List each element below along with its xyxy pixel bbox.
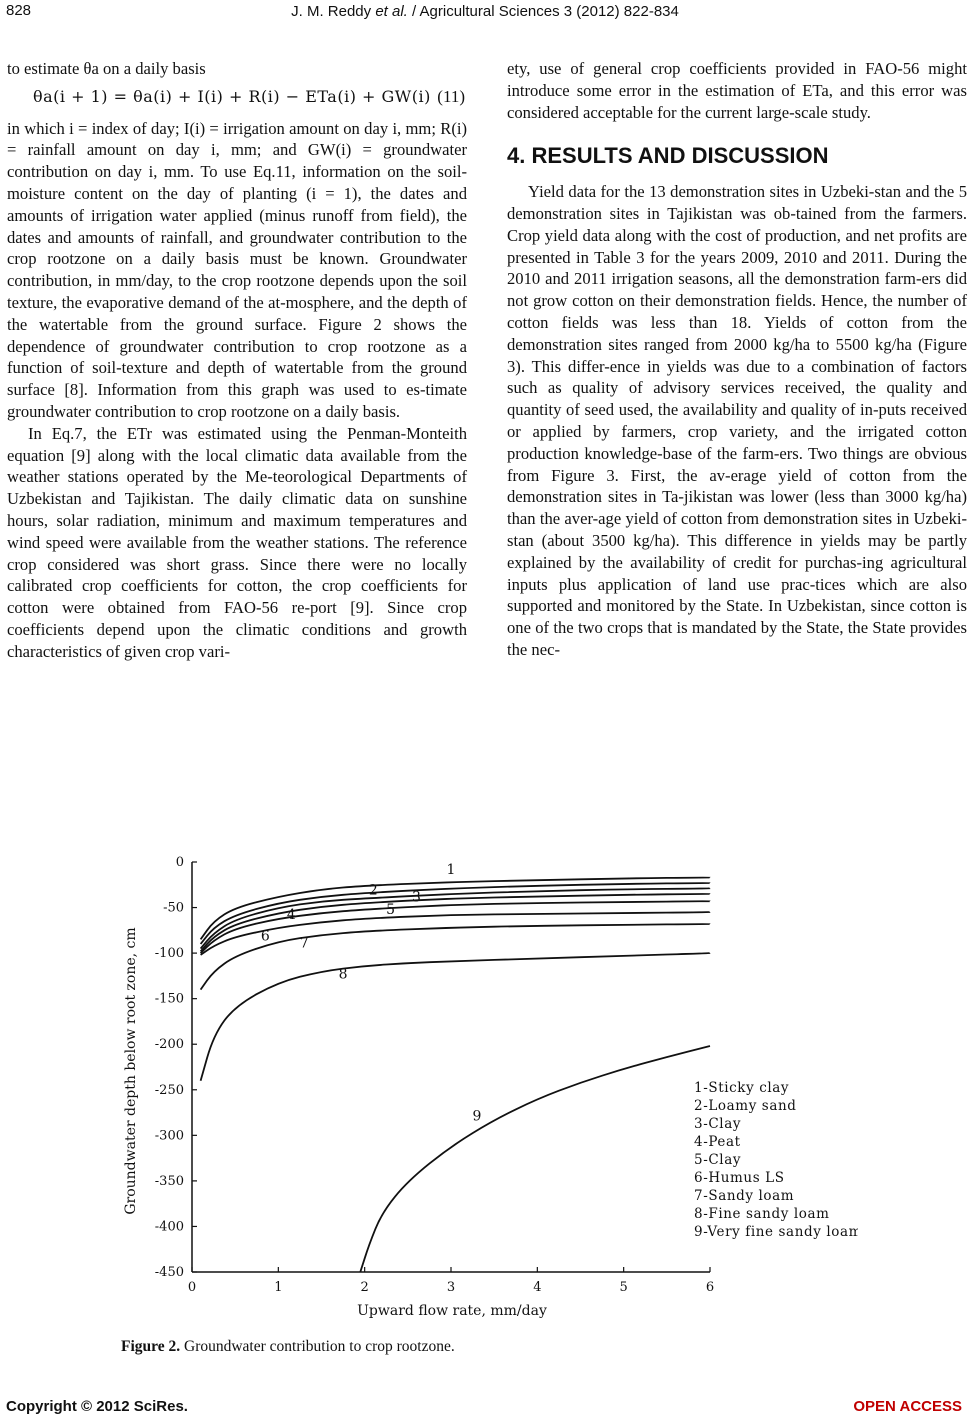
- y-tick-label: -450: [154, 1265, 184, 1280]
- legend-entry: 2-Loamy sand: [694, 1098, 797, 1114]
- curve-label-5: 5: [386, 902, 396, 919]
- curve-label-1: 1: [446, 862, 456, 879]
- x-axis-label: Upward flow rate, mm/day: [357, 1303, 547, 1319]
- y-tick-label: -200: [154, 1037, 184, 1053]
- curve-7: [201, 924, 710, 990]
- figure-caption: [121, 1338, 455, 1356]
- left-paragraph-1: in which i = index of day; I(i) = irrigation amount on day i, mm; R(i) = rainfall amount on day i, mm; and GW(i) = groundwater contribution on day i, mm. To use Eq.11, information on the soil-moisture content on the day of planting (i = 1), the dates and amounts of irrigation water applied (minus runoff from field), the dates and amounts of rainfall, and groundwater contribution to the crop rootzone on a daily basis must be known. Groundwater contribution, in mm/day, to the crop rootzone depends upon the soil texture, the evaporative demand of the at-mosphere, and the depth of the watertable from the ground surface. Figure 2 shows the dependence of groundwater contribution to crop rootzone as a function of soil-texture and depth of watertable from the ground surface [8]. Information from this graph was used to es-timate groundwater contribution to crop rootzone on a daily basis.: [7, 118, 467, 421]
- y-axis-label: Groundwater depth below root zone, cm: [123, 927, 139, 1215]
- legend-entry: 9-Very fine sandy loam: [694, 1224, 858, 1240]
- left-column: [7, 58, 467, 663]
- legend-entry: 7-Sandy loam: [694, 1188, 795, 1204]
- header-journal: / Agricultural Sciences 3 (2012) 822-834: [412, 3, 679, 20]
- x-tick-label: 2: [360, 1280, 369, 1295]
- equation-body: θa(i + 1) = θa(i) + I(i) + R(i) − ETa(i) + GW(i): [33, 86, 431, 106]
- page-number: 828: [6, 2, 32, 19]
- groundwater-chart: [118, 852, 858, 1324]
- equation-number: (11): [437, 86, 465, 106]
- legend-entry: 1-Sticky clay: [694, 1080, 790, 1096]
- curve-label-6: 6: [260, 928, 270, 945]
- legend-entry: 6-Humus LS: [694, 1170, 785, 1186]
- x-tick-label: 5: [619, 1280, 628, 1295]
- x-tick-label: 1: [274, 1280, 283, 1295]
- header-et-al: et al.: [375, 3, 408, 20]
- curve-8: [201, 953, 710, 1081]
- curve-label-2: 2: [368, 882, 378, 899]
- x-tick-label: 0: [187, 1280, 197, 1295]
- curve-9: [360, 1046, 710, 1272]
- curve-label-9: 9: [472, 1108, 482, 1125]
- x-tick-label: 4: [533, 1280, 542, 1295]
- legend-entry: 8-Fine sandy loam: [694, 1206, 830, 1222]
- figure-2: [118, 852, 858, 1324]
- equation-intro: to estimate θa on a daily basis: [7, 59, 206, 78]
- legend-entry: 3-Clay: [694, 1116, 742, 1132]
- right-column: [507, 58, 967, 661]
- y-tick-label: -150: [154, 991, 184, 1007]
- y-tick-label: -100: [154, 946, 184, 962]
- running-header: [0, 3, 970, 20]
- y-tick-label: -50: [163, 900, 184, 916]
- legend-entry: 4-Peat: [694, 1134, 741, 1150]
- footer-copyright: Copyright © 2012 SciRes.: [6, 1398, 188, 1415]
- section-heading: 4. RESULTS AND DISCUSSION: [507, 143, 829, 169]
- equation-11: [7, 82, 467, 112]
- y-tick-label: -250: [154, 1082, 184, 1098]
- right-paragraph-2: Yield data for the 13 demonstration sites in Uzbeki-stan and the 5 demonstration sites in Tajikistan was ob-tained from the farmers. Crop yield data along with the cost of production, and net profits are presented in Table 3 for the years 2009, 2010 and 2011. During the 2010 and 2011 irrigation seasons, all the demonstration farm-ers did not grow cotton on their demonstration fields. Hence, the number of cotton fields was less than 18. Yields of cotton from the demonstration sites ranged from 2000 kg/ha to 5500 kg/ha (Figure 3). This differ-ence in yields was due to a combination of factors such as quality of advisory services received, the quality and quantity of seed used, the availability and quality of in-puts received or applied by farmers, crop variety, and the irrigated cotton production knowledge-base of the farm-ers. Two things are obvious from Figure 3. First, the av-erage yield of cotton from the demonstration sites in Ta-jikistan was lower (less than 3000 kg/ha) than the aver-age yield of cotton from demonstration sites in Uzbeki-stan (about 3500 kg/ha). This difference in yields may be partly explained by the availability of credit for purchas-ing agricultural inputs plus application of land use prac-tices which are also supported and monitored by the State. In Uzbekistan, since cotton is one of the two crops that is mandated by the State, the State provides the nec-: [507, 182, 967, 659]
- y-tick-label: 0: [175, 855, 184, 870]
- header-authors: J. M. Reddy: [291, 3, 372, 20]
- legend-entry: 5-Clay: [694, 1152, 742, 1168]
- curve-label-3: 3: [412, 889, 421, 906]
- curve-label-4: 4: [286, 907, 296, 924]
- y-tick-label: -400: [154, 1219, 184, 1235]
- y-tick-label: -300: [154, 1128, 184, 1144]
- curve-label-7: 7: [299, 935, 309, 952]
- x-tick-label: 3: [446, 1280, 456, 1295]
- curve-label-8: 8: [338, 966, 348, 983]
- y-tick-label: -350: [154, 1173, 184, 1189]
- x-tick-label: 6: [705, 1280, 715, 1295]
- figure-caption-text: Groundwater contribution to crop rootzone.: [180, 1338, 455, 1355]
- figure-caption-label: Figure 2.: [121, 1338, 181, 1355]
- left-paragraph-2: In Eq.7, the ETr was estimated using the Penman-Monteith equation [9] along with the local climatic data available from the weather stations operated by the Me-teorological Departments of Uzbekistan and Tajikistan. The daily climatic data on sunshine hours, solar radiation, minimum and maximum temperatures and wind speed were available from the weather stations. The reference crop considered was short grass. Since there were no locally calibrated crop coefficients for cotton, the crop coefficients for cotton were obtained from FAO-56 re-port [9]. Since crop coefficients depend upon the climatic conditions and growth characteristics of given crop vari-: [7, 423, 467, 661]
- right-paragraph-1: ety, use of general crop coefficients provided in FAO-56 might introduce some error in the estimation of ETa, and this error was considered acceptable for the current large-scale study.: [507, 59, 967, 122]
- footer-open-access: OPEN ACCESS: [853, 1398, 962, 1415]
